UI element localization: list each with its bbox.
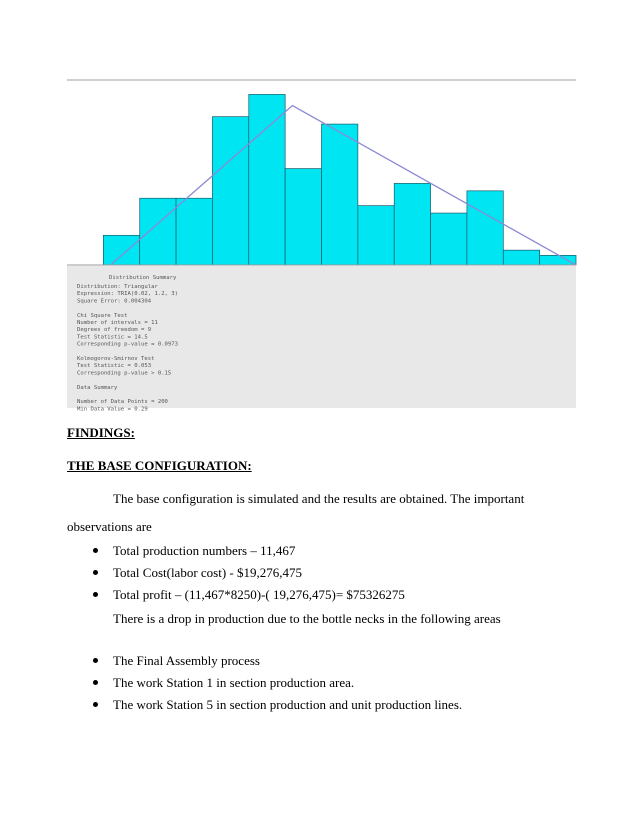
intro-paragraph (67, 485, 537, 541)
summary-line: Number of Data Points = 200 (77, 399, 168, 406)
list-item-text: Total production numbers – 11,467 (113, 543, 296, 558)
observations-list (67, 540, 405, 606)
bullet-icon (93, 592, 98, 597)
list-item (67, 672, 462, 694)
summary-title: Distribution Summary (109, 275, 177, 281)
summary-line: Distribution: Triangular (77, 284, 158, 290)
list-item-text: Total Cost(labor cost) - $19,276,475 (113, 565, 303, 580)
bottleneck-list (67, 650, 462, 716)
bottleneck-note: There is a drop in production due to the bottle necks in the following areas (113, 611, 501, 626)
summary-line: Min Data Value = 0.29 (77, 406, 148, 413)
histogram-bar (358, 206, 394, 265)
histogram-bar (431, 213, 467, 265)
histogram-bar (103, 235, 139, 265)
list-item (67, 694, 462, 716)
summary-line: Chi Square Test (77, 312, 128, 319)
histogram-chart (67, 79, 576, 413)
list-item-text: The Final Assembly process (113, 653, 260, 668)
histogram-bar (285, 169, 321, 265)
histogram-bar (176, 198, 212, 265)
list-item (67, 540, 405, 562)
summary-line: Kolmogorov-Smirnov Test (77, 356, 155, 362)
summary-line: Degrees of freedom = 9 (77, 327, 152, 334)
summary-line: Expression: TRIA(0.02, 1.2, 3) (77, 291, 179, 298)
summary-line: Corresponding p-value = 0.0973 (77, 341, 179, 348)
bullet-icon (93, 570, 98, 575)
histogram-bar (249, 94, 285, 265)
bullet-icon (93, 548, 98, 553)
summary-line: Test Statistic = 14.5 (77, 334, 148, 341)
base-configuration-heading: THE BASE CONFIGURATION: (67, 458, 252, 473)
arena-input-analyzer-figure (67, 79, 576, 413)
histogram-bar (394, 183, 430, 265)
histogram-bar (212, 117, 248, 265)
summary-line: Data Summary (77, 384, 118, 391)
intro-text: The base configuration is simulated and the results are obtained. The important observations are (67, 491, 525, 534)
bullet-icon (93, 680, 98, 685)
histogram-bar (503, 250, 539, 265)
bullet-icon (93, 702, 98, 707)
histogram-bar (467, 191, 503, 265)
histogram-bar (540, 255, 576, 265)
findings-heading: FINDINGS: (67, 425, 135, 440)
summary-line: Square Error: 0.004304 (77, 298, 152, 305)
list-item-text: The work Station 5 in section production and unit production lines. (113, 697, 463, 712)
bullet-icon (93, 658, 98, 663)
summary-line: Corresponding p-value > 0.15 (77, 370, 172, 377)
summary-line: Test Statistic = 0.053 (77, 363, 152, 370)
list-item-text: Total profit – (11,467*8250)-( 19,276,475)= $75326275 (113, 587, 405, 602)
list-item (67, 584, 405, 606)
list-item (67, 650, 462, 672)
histogram-bar (140, 198, 176, 265)
histogram-bar (322, 124, 358, 265)
list-item-text: The work Station 1 in section production area. (113, 675, 355, 690)
summary-line: Number of intervals = 11 (77, 320, 158, 326)
list-item (67, 562, 405, 584)
